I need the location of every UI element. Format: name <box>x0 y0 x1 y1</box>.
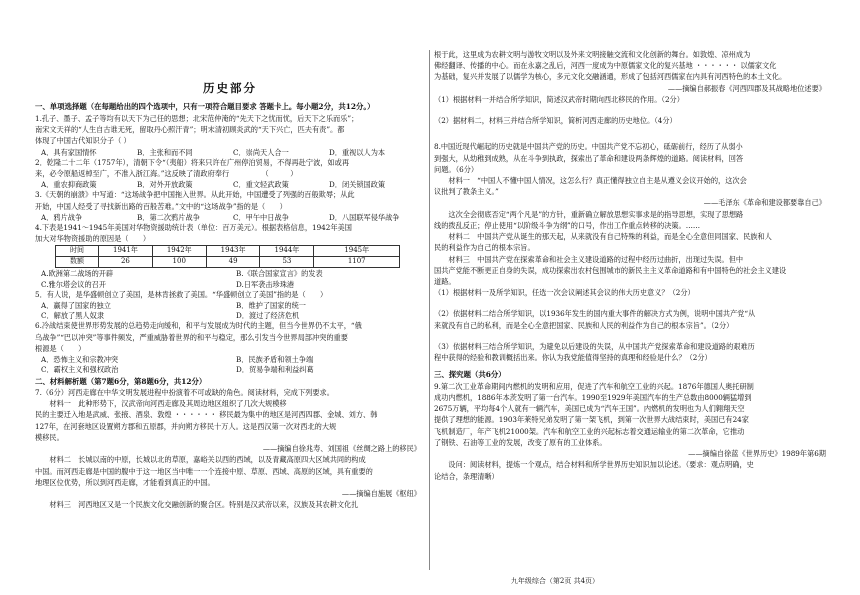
q7-material: 中国。而河西走廊是中国的腹中于这一地区当中唯一一个连接中原、草原、西域、高原的区域，具有重要的 <box>35 466 373 476</box>
q9-material: 成功内燃机，1886年本茨发明了第一台汽车。1990至1929年美国汽车的生产总数由8000辆猛增到 <box>434 392 752 402</box>
q8-material: 材料二 中国共产党从诞生的那天起，从来就没有自己特殊的利益，而是全心全意但同国家、民族和人 <box>448 232 772 242</box>
q7-question-1: （1）根据材料一并结合所学知识，简述汉武帝时期向西北移民的作用。（2分） <box>434 94 684 104</box>
q1-stem: 南宋文天祥的“人生自古谁无死，留取丹心照汗青”；明末清初顾炎武的“天下兴亡，匹夫有责”。都 <box>35 125 345 135</box>
q2-option-c: C．重文轻武政策 <box>233 180 289 190</box>
q5-stem: 5．有人说，是华盛顿创立了美国，是林肯拯救了美国。“华盛顿创立了美国”指的是（ ） <box>35 289 328 299</box>
q1-options <box>35 148 425 158</box>
q2-option-b: B．对外开放政策 <box>137 180 193 190</box>
q1-option-b: B．主张和而不同 <box>137 147 193 157</box>
q8-question-3: （3）依据材料三结合所学知识，为避免以后建设的失误，从中国共产党探索革命和建设道路的艰难历 <box>434 341 755 351</box>
q1-stem: 1.孔子、墨子、孟子等均有以天下为己任的思想；北宋范仲淹的“先天下之忧而忧，后天下之乐而乐”； <box>35 113 359 123</box>
q8-material: 道路。 <box>434 276 456 286</box>
q7-material: 模移民。 <box>35 432 64 442</box>
q7-material: 材料一 此种形势下，汉武帝向河西走廊及其周边地区组织了几次大规模移 <box>49 399 287 409</box>
q7-source: ——摘编自徐兆寿、刘国祖《丝绸之路上的移民》 <box>262 444 421 454</box>
q7-material: 为基础，复兴并发展了以儒学为核心，多元文化交融涵通，形成了包括河西儒家在内具有河西特色的本土文化。 <box>434 72 787 82</box>
q3-option-a: A．鸦片战争 <box>41 212 83 222</box>
q2-stem: 2．乾隆二十二年（1757年），清朝下令“（夷船）将来只许在广州停泊贸易，不得再赴宁波，如或再 <box>35 157 350 167</box>
q7-material: 材料二 长城以南的中原，长城以北的草原，嘉峪关以西的西域，以及青藏高原四大区域共同的构成 <box>49 455 366 465</box>
q4-option-c: C.雅尔塔会议的召开 <box>41 279 107 289</box>
q1-option-d: D．重视以人为本 <box>329 147 386 157</box>
q7-material: 根于此，这里成为农耕文明与游牧文明以及外来文明接触交流和文化创新的舞台。如敦煌、凉州成为 <box>434 50 751 59</box>
table-header: 1945年 <box>314 246 400 257</box>
q7-source: ——摘编自郝振春《河西四郡及其战略地位述要》 <box>667 83 826 93</box>
q2-option-d: D．闭关锁国政策 <box>329 180 386 190</box>
q3-option-c: C．甲午中日战争 <box>233 212 289 222</box>
q5-option-b: B．维护了国家的统一 <box>236 301 306 310</box>
right-column <box>434 50 830 483</box>
q3-option-b: B．第二次鸦片战争 <box>137 212 200 222</box>
q2-options <box>35 180 425 190</box>
table-cell: 26 <box>99 257 153 268</box>
table-header: 1941年 <box>99 246 153 257</box>
q8-question-3: 程中获得的经验和教训概括出来。你认为我党能值得坚持的真理和经验是什么？（2分） <box>434 353 712 363</box>
q8-material: 议批判了教条主义。” <box>434 187 499 197</box>
q8-material: 民的利益作为自己的根本宗旨。 <box>434 243 535 253</box>
q5-option-d: D．渡过了经济危机 <box>236 311 300 321</box>
q7-material: 127年，在河套地区设置朔方郡和五原郡，并向朔方移民十万人。这是西汉第一次对西北的大规 <box>35 421 337 431</box>
q4-option-b: B.《联合国家宣言》的发表 <box>236 269 323 279</box>
table-header: 时间 <box>56 246 99 257</box>
q3-stem: 开始，中国人经受了寻找新出路的百般苦难。”文中的“这场战争”指的是（ ） <box>35 201 287 211</box>
q3-option-d: D．八国联军侵华战争 <box>329 212 400 222</box>
q8-material: 国共产党能不断更正自身的失误，成功探索出农村包围城市的新民主主义革命道路和有中国特色的社会主义建设 <box>434 265 787 275</box>
q4-stem: 加大对华物资援助的原因是（ ） <box>35 234 151 244</box>
q9-question: 论结合，条理清晰） <box>434 471 499 481</box>
q9-material: 了钢铁、石油等工业的发展，改变了原有的工业体系。 <box>434 437 607 447</box>
q2-option-a: A．重农抑商政策 <box>41 180 97 190</box>
q9-source: ——摘编自徐蓝《世界历史》1989年第6期 <box>688 449 826 459</box>
q7-question-2: （2）据材料二，材料三并结合所学知识，简析河西走廊的历史地位。（4分） <box>434 116 677 126</box>
q8-intro: 8.中国近现代崛起的历史就是中国共产党的历史。中国共产党不忘初心，砥砺前行，经历了从弱小 <box>434 142 743 152</box>
q9-material: 2675万辆，平均每4个人就有一辆汽车，美国已成为“汽车王国”。内燃机的发明也为人们翱翔天空 <box>434 404 745 414</box>
q8-question-1: （1）根据材料一及所学知识，任选一次会议阐述其会议的伟大历史意义？（2分） <box>434 288 695 298</box>
q6-option-a: A．恐怖主义和宗教冲突 <box>41 355 119 365</box>
table-header: 1943年 <box>206 246 260 257</box>
q6-stem: 根源是（ ） <box>35 343 86 353</box>
q9-question: 设问：阅读材料，提炼一个观点，结合材料和所学世界历史知识加以论述。（要求：观点明确，史 <box>448 460 754 470</box>
table-header: 1944年 <box>260 246 314 257</box>
q8-question-2: 来就没有自己的私利，而是全心全意把国家、民族和人民的利益作为自己的根本宗旨”。（2分） <box>434 320 734 330</box>
q7-material: 民的主要迁入地是武威、张掖、酒泉、敦煌 ・・・・・・ 移民最为集中的地区是河西四郡、金城、刘方、韩 <box>35 410 378 420</box>
q6-option-b: B．民族矛盾和领土争端 <box>236 355 314 365</box>
page-number: 九年级综合（第2页 共4页） <box>510 577 600 585</box>
q4-option-d: D.日军袭击珍珠港 <box>236 279 295 289</box>
q9-material: 提供了理想的能源。1903年莱特兄弟发明了第一架飞机，到第一次世界大战结束时，美国已有24家 <box>434 415 749 425</box>
q8-intro: 问题。（6分） <box>434 164 479 174</box>
table-cell: 100 <box>152 257 206 268</box>
q1-option-c: C．崇尚天人合一 <box>233 147 289 157</box>
q1-option-a: A．具有家国情怀 <box>41 147 97 157</box>
table-header: 1942年 <box>152 246 206 257</box>
q2-stem: 来，必令原船返棹至广，不准入浙江海。”这反映了清政府奉行 （ ） <box>35 168 298 178</box>
left-column <box>35 50 425 511</box>
q8-material: 这次全会彻底否定“两个凡是”的方针，重新确立解放思想实事求是的指导思想，实现了思想路 <box>448 209 744 219</box>
q8-intro: 到强大，从幼稚到成熟，从在斗争到执政，探索出了革命和建设两条辉煌的道路。阅读材料，回答 <box>434 153 744 163</box>
column-divider <box>429 50 430 570</box>
q8-material: 线的拨乱反正；停止使用“以阶级斗争为纲”的口号，作出工作重点转移的决策。…… <box>434 220 701 230</box>
page-footer <box>0 577 860 587</box>
q6-options <box>35 355 425 375</box>
table-cell: 53 <box>260 257 314 268</box>
section2-header: 二、材料解析题（第7题6分，第8题6分，共12分） <box>35 376 207 386</box>
table-cell: 数额 <box>56 257 99 268</box>
q3-stem: 3.《天朝的崩溃》中写道：“这场战争把中国拖入世界。从此开始，中国遭受了列强的百般欺辱；从此 <box>35 190 355 200</box>
q8-material: 材料一 “中国人不懂中国人情况，这怎么行？真正懂得独立自主是从遵义会议开始的，这次会 <box>448 175 747 185</box>
q8-source: ——毛泽东《革命和建设都要靠自己》 <box>703 198 826 208</box>
q3-options <box>35 213 425 223</box>
q8-question-2: （2）依据材料二结合所学知识，以1936年发生的国内重大事件的解决方式为例，说明中国共产党“从 <box>434 309 756 319</box>
q6-option-c: C．霸权主义和强权政治 <box>41 365 119 375</box>
table-row <box>56 246 400 257</box>
q7-material: 佛经翻译、传播的中心。而在永嘉之乱后，河西一度成为中原儒家文化的复兴基地 ・・・・・・ 以儒家文化 <box>434 61 777 71</box>
q5-options <box>35 301 425 321</box>
q6-option-d: D．贸易争端和利益纠葛 <box>236 365 314 375</box>
q1-stem: 体现了中国古代知识分子（ ） <box>35 136 131 146</box>
q9-material: 飞机制造厂，年产飞机21000架。汽车和航空工业的兴起标志着交通运输业的第二次革命，它推动 <box>434 426 745 436</box>
q6-stem: 6.冷战结束使世界形势发展的总趋势走向缓和，和平与发展成为时代的主题，但当今世界仍不太平，“俄 <box>35 321 362 331</box>
q7-material: 材料三 河西地区又是一个民族文化交融创新的聚合区。特别是汉武帝以来，汉族及其农耕文化扎 <box>49 500 359 510</box>
q5-option-c: C．解放了黑人奴隶 <box>41 311 105 321</box>
q7-material: 地理区位优势，所以到河西走廊，才能看到真正的中国。 <box>35 477 215 487</box>
q4-stem: 4.下表是1941～1945年美国对华物资援助统计表（单位：百万美元）。根据表格信息，1942年美国 <box>35 223 352 233</box>
table-cell: 49 <box>206 257 260 268</box>
q9-material: 9.第二次工业革命期间内燃机的发明和应用，促进了汽车和航空工业的兴起。1876年德国人奥托研制 <box>434 381 754 391</box>
table-cell: 1107 <box>314 257 400 268</box>
page-title: 历史部分 <box>203 81 257 95</box>
section1-header: 一、单项选择题（在每题给出的四个选项中，只有一项符合题目要求 答题卡上。每小题2分，共12分。） <box>35 102 375 112</box>
aid-table <box>55 245 400 268</box>
table-row <box>56 257 400 268</box>
q4-options <box>35 269 425 289</box>
q8-material: 材料三 中国共产党在探索革命和社会主义建设道路的过程中经历过曲折，出现过失误。但中 <box>448 254 744 264</box>
q4-option-a: A.欧洲第二战场的开辟 <box>41 269 114 279</box>
section3-header: 三、探究题（共6分） <box>434 370 506 380</box>
q5-option-a: A．赢得了国家的独立 <box>41 301 111 310</box>
q7-intro: 7.（6分）河西走廊在中华文明发展进程中扮演着不可或缺的角色。阅读材料，完成下列要求。 <box>35 388 334 398</box>
q7-source: ——摘编自施展《枢纽》 <box>341 489 421 499</box>
q6-stem: 乌战争”“巴以冲突”等事件频发，严重威胁着世界的和平与稳定，那么引发当今世界局部冲突的重要 <box>35 332 348 342</box>
